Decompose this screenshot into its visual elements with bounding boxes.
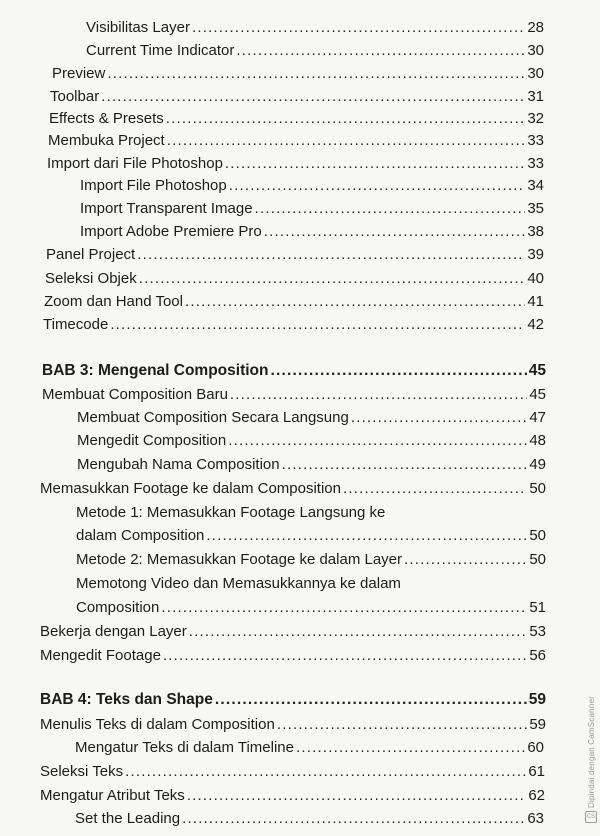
leader-dots <box>185 293 525 311</box>
toc-entry <box>40 623 546 641</box>
toc-page-number: 63 <box>527 810 544 827</box>
toc-entry <box>40 647 546 665</box>
toc-entry-title: Import Adobe Premiere Pro <box>80 223 262 240</box>
toc-entry <box>76 599 546 617</box>
leader-dots <box>229 177 526 195</box>
toc-entry-title: Panel Project <box>46 246 136 263</box>
toc-entry <box>80 200 544 218</box>
leader-dots <box>166 110 526 128</box>
toc-page-number: 31 <box>527 88 544 105</box>
toc-entry-title: Seleksi Objek <box>45 270 137 287</box>
toc-page-number: 45 <box>529 386 546 403</box>
toc-entry <box>47 155 544 173</box>
toc-entry-title: Bekerja dengan Layer <box>40 623 187 640</box>
toc-entry-title: Import File Photoshop <box>80 177 227 194</box>
toc-page-number: 47 <box>529 409 546 426</box>
toc-page-number: 48 <box>529 432 546 449</box>
toc-entry-title: Import Transparent Image <box>80 200 253 217</box>
toc-page-number: 39 <box>527 246 544 263</box>
toc-chapter-heading <box>40 691 546 709</box>
toc-entry-title: Set the Leading <box>75 810 181 827</box>
toc-chapter-heading <box>42 362 546 380</box>
leader-dots <box>264 223 526 241</box>
toc-page-number: 60 <box>527 739 544 756</box>
toc-entry-title: Timecode <box>43 316 109 333</box>
toc-entry-title: Preview <box>52 65 106 82</box>
leader-dots <box>161 599 527 617</box>
toc-entry <box>44 293 544 311</box>
toc-entry-title: Membuat Composition Secara Langsung <box>77 409 349 426</box>
leader-dots <box>277 716 527 734</box>
toc-entry <box>77 432 546 450</box>
toc-page-number: 59 <box>528 691 546 708</box>
toc-page-number: 61 <box>528 763 545 780</box>
leader-dots <box>137 246 525 264</box>
toc-entry <box>40 716 546 734</box>
toc-entry-title-line2: Composition <box>76 599 160 616</box>
toc-page-number: 28 <box>527 19 544 36</box>
leader-dots <box>189 623 528 641</box>
toc-entry <box>42 386 546 404</box>
leader-dots <box>296 739 525 757</box>
toc-page-number: 30 <box>527 65 544 82</box>
toc-page-number: 50 <box>529 527 546 544</box>
leader-dots <box>255 200 526 218</box>
toc-entry-title: Effects & Presets <box>49 110 164 127</box>
leader-dots <box>163 647 527 665</box>
leader-dots <box>107 65 525 83</box>
camscanner-logo-icon: CS <box>585 811 597 823</box>
toc-entry <box>86 19 544 37</box>
toc-entry-title: Zoom dan Hand Tool <box>44 293 183 310</box>
toc-entry <box>40 763 545 781</box>
toc-chapter-title: BAB 3: Mengenal Composition <box>42 362 269 379</box>
leader-dots <box>228 432 527 450</box>
toc-entry-title: Memasukkan Footage ke dalam Composition <box>40 480 341 497</box>
toc-entry-title: Current Time Indicator <box>86 42 235 59</box>
toc-page-number: 40 <box>527 270 544 287</box>
toc-page-number: 30 <box>527 42 544 59</box>
toc-entry-title: Membuka Project <box>48 132 165 149</box>
toc-entry <box>80 223 544 241</box>
toc-entry-title: Import dari File Photoshop <box>47 155 223 172</box>
toc-page-number: 56 <box>529 647 546 664</box>
toc-entry <box>43 316 544 334</box>
leader-dots <box>404 551 527 569</box>
leader-dots <box>351 409 527 427</box>
toc-entry <box>77 456 546 474</box>
toc-page-number: 50 <box>529 551 546 568</box>
toc-entry <box>80 177 544 195</box>
leader-dots <box>182 810 525 828</box>
toc-page-number: 33 <box>527 155 544 172</box>
toc-page-number: 41 <box>527 293 544 310</box>
toc-entry-title: Metode 2: Memasukkan Footage ke dalam Layer <box>76 551 403 568</box>
toc-page-number: 49 <box>529 456 546 473</box>
toc-entry <box>40 787 545 805</box>
leader-dots <box>139 270 526 288</box>
toc-entry <box>46 246 544 264</box>
toc-entry <box>49 110 544 128</box>
leader-dots <box>215 691 527 709</box>
toc-entry <box>52 65 544 83</box>
leader-dots <box>225 155 525 173</box>
toc-page-number: 51 <box>529 599 546 616</box>
toc-page-number: 38 <box>527 223 544 240</box>
toc-page-number: 45 <box>528 362 546 379</box>
leader-dots <box>282 456 528 474</box>
scanner-watermark <box>584 696 598 836</box>
toc-entry-title: Menulis Teks di dalam Composition <box>40 716 275 733</box>
toc-entry <box>76 551 546 569</box>
toc-page-number: 35 <box>527 200 544 217</box>
toc-chapter-title: BAB 4: Teks dan Shape <box>40 691 213 708</box>
toc-page-number: 32 <box>527 110 544 127</box>
toc-entry-title: Toolbar <box>50 88 100 105</box>
leader-dots <box>187 787 527 805</box>
toc-entry <box>50 88 544 106</box>
toc-entry <box>77 409 546 427</box>
leader-dots <box>192 19 525 37</box>
toc-entry <box>76 527 546 545</box>
leader-dots <box>270 362 526 380</box>
toc-entry-title-line1: Metode 1: Memasukkan Footage Langsung ke <box>76 504 386 521</box>
toc-entry-title: Visibilitas Layer <box>86 19 190 36</box>
toc-entry-title: Mengubah Nama Composition <box>77 456 280 473</box>
leader-dots <box>101 88 525 106</box>
toc-page-number: 34 <box>527 177 544 194</box>
toc-page-number: 53 <box>529 623 546 640</box>
toc-entry <box>45 270 544 288</box>
toc-page-number: 42 <box>527 316 544 333</box>
leader-dots <box>230 386 527 404</box>
toc-entry <box>48 132 544 150</box>
leader-dots <box>167 132 526 150</box>
toc-entry-title: Mengedit Composition <box>77 432 227 449</box>
toc-page-number: 33 <box>527 132 544 149</box>
toc-entry-title: Membuat Composition Baru <box>42 386 228 403</box>
leader-dots <box>343 480 527 498</box>
toc-entry-title-line2: dalam Composition <box>76 527 205 544</box>
toc-page-number: 50 <box>529 480 546 497</box>
toc-entry-title: Mengatur Teks di dalam Timeline <box>75 739 294 756</box>
toc-entry-title-line1: Memotong Video dan Memasukkannya ke dalam <box>76 575 401 592</box>
toc-entry <box>86 42 544 60</box>
toc-entry-title: Seleksi Teks <box>40 763 124 780</box>
leader-dots <box>206 527 527 545</box>
toc-entry <box>40 480 546 498</box>
toc-entry-title: Mengatur Atribut Teks <box>40 787 185 804</box>
toc-entry <box>75 739 544 757</box>
toc-entry-title: Mengedit Footage <box>40 647 161 664</box>
leader-dots <box>110 316 525 334</box>
watermark-text: Dipindai dengan CamScanner <box>586 696 596 808</box>
toc-page-number: 59 <box>529 716 546 733</box>
toc-entry <box>75 810 544 828</box>
leader-dots <box>236 42 525 60</box>
leader-dots <box>125 763 526 781</box>
toc-page-number: 62 <box>528 787 545 804</box>
